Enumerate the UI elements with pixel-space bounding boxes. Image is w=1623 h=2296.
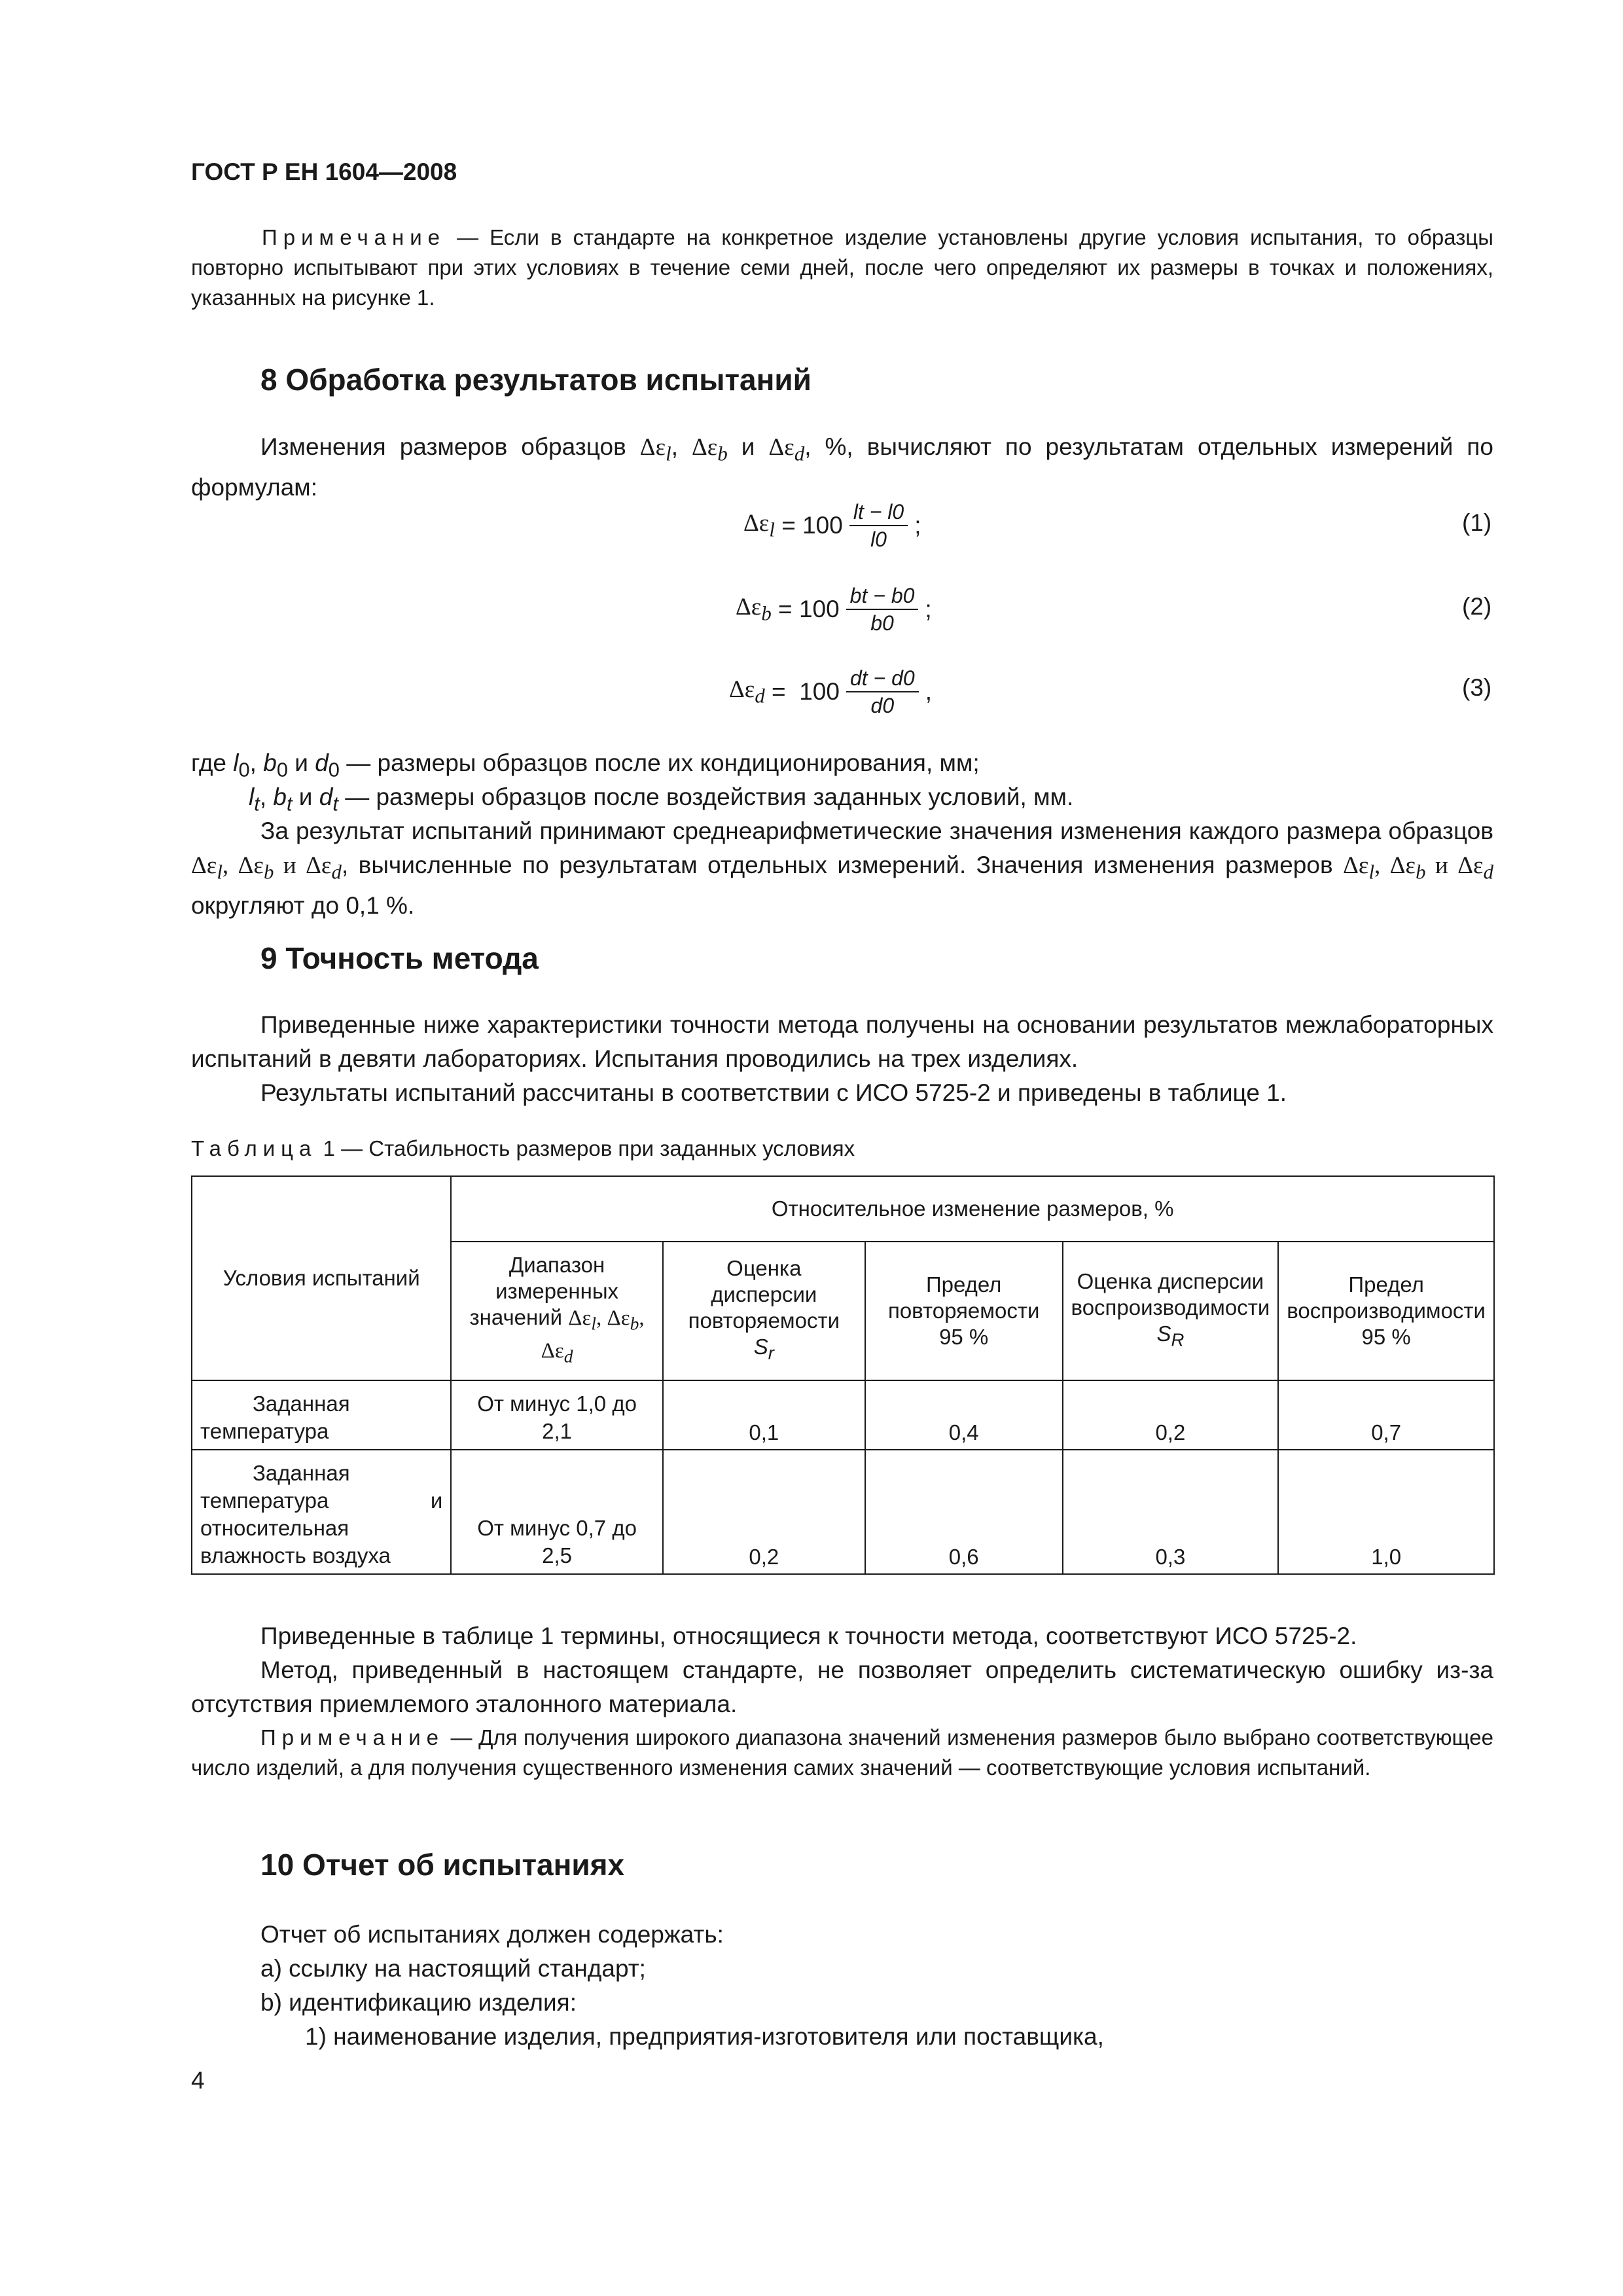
formula-2-denominator: b0	[870, 611, 894, 635]
header-sr-text: Оценка дисперсии повторяемости	[688, 1256, 840, 1333]
cell-sr: 0,1	[663, 1380, 865, 1450]
note-text: — Если в стандарте на конкретное изделие установлены другие условия испытания, то образцы повторно испытывают при этих условиях в течение семи дней, после чего определяют их размеры в точках и положениях, указанных на рисунке 1.	[191, 225, 1493, 310]
section-9-p2: Результаты испытаний рассчитаны в соответствии с ИСО 5725-2 и приведены в таблице 1.	[260, 1079, 1287, 1106]
where-line-1: где $l_0$, $b_0$ и $d_0$ — размеры образцов после их кондиционирования, мм;	[191, 749, 980, 781]
header-range: Диапазон измеренных значений $\Delta\varepsilon_l$, $\Delta\varepsilon_b$, $\Delta\varepsilon_d$	[451, 1242, 662, 1380]
result-text-b: , вычисленные по результатам отдельных измерений. Значения изменения размеров	[341, 852, 1344, 878]
cell-sR: 0,2	[1063, 1380, 1279, 1450]
section-10-title: 10 Отчет об испытаниях	[260, 1848, 625, 1882]
cell-range: От минус 1,0 до 2,1	[451, 1380, 662, 1450]
section-9-p1: Приведенные ниже характеристики точности метода получены на основании результатов межлабораторных испытаний в девяти лабораториях. Испытания проводились на трех изделиях.	[191, 1011, 1493, 1072]
page-number: 4	[191, 2067, 205, 2094]
formula-1-lhs: $\Delta\varepsilon_l$	[743, 510, 775, 541]
formula-1-coef: 100	[802, 512, 843, 539]
intro-text-end: , %, вычисляют по результатам отдельных измерений по формулам:	[191, 433, 1493, 501]
header-range-text: Диапазон измеренных значений	[469, 1253, 619, 1330]
delta-eps-l: $\Delta\varepsilon_l$	[639, 434, 671, 465]
formula-3: $\Delta\varepsilon_d$ = 100 $\frac{dt - d0}{d0}$ ,	[729, 666, 932, 717]
header-conditions: Условия испытаний	[192, 1176, 451, 1380]
formula-3-denominator: d0	[870, 694, 895, 717]
header-sr: Оценка дисперсии повторяемости $S_r$	[663, 1242, 865, 1380]
where-1-text: — размеры образцов после их кондиционирования, мм;	[346, 749, 980, 776]
formula-1-fraction	[849, 499, 908, 552]
section-8-intro: Изменения размеров образцов $\Delta\varepsilon_l$, $\Delta\varepsilon_b$ и $\Delta\varepsilon_d$, %, вычисляют по результатам отдельных измерений по формулам:	[191, 433, 1493, 501]
cell-sr: 0,2	[663, 1450, 865, 1574]
note-2	[191, 1723, 1493, 1783]
cell-R: 0,7	[1278, 1380, 1494, 1450]
table-caption	[191, 1136, 855, 1161]
note-1	[191, 223, 1493, 313]
note-label: Примечание	[262, 225, 446, 249]
table-caption-label: Таблица	[191, 1136, 317, 1160]
list-item-b: b) идентификацию изделия:	[260, 1989, 577, 2016]
cell-r: 0,6	[865, 1450, 1063, 1574]
document-header: ГОСТ Р ЕН 1604—2008	[191, 158, 457, 185]
note-2-text: — Для получения широкого диапазона значений изменения размеров было выбрано соответствующее число изделий, а для получения существенного изменения самих значений — соответствующие условия испытаний.	[191, 1725, 1493, 1780]
note-2-label: Примечание	[260, 1725, 445, 1749]
cell-sR: 0,3	[1063, 1450, 1279, 1574]
where-2-text: — размеры образцов после воздействия заданных условий, мм.	[345, 783, 1074, 810]
where-line-2: $l_t$, $b_t$ и $d_t$ — размеры образцов после воздействия заданных условий, мм.	[249, 783, 1074, 816]
formula-2-coef: 100	[798, 596, 840, 622]
cell-conditions: Заданная температура и относительная влажность воздуха	[192, 1450, 451, 1574]
list-item-b1: 1) наименование изделия, предприятия-изготовителя или поставщика,	[305, 2023, 1104, 2050]
section-10-p1: Отчет об испытаниях должен содержать:	[260, 1921, 724, 1948]
section-9-after-1: Приведенные в таблице 1 термины, относящиеся к точности метода, соответствуют ИСО 5725-2.	[260, 1623, 1357, 1649]
result-text-a: За результат испытаний принимают среднеарифметические значения изменения каждого размера образцов	[260, 817, 1493, 844]
formula-2-fraction	[846, 583, 919, 636]
header-sR-text: Оценка дисперсии воспроизводимости	[1071, 1269, 1270, 1320]
delta-eps-d: $\Delta\varepsilon_d$	[768, 434, 805, 465]
formula-3-lhs: $\Delta\varepsilon_d$	[729, 676, 765, 708]
formula-2-number: (2)	[1462, 593, 1492, 620]
formula-1: $\Delta\varepsilon_l$ = 100 $\frac{lt - l0}{l0}$ ;	[743, 500, 921, 551]
intro-text: Изменения размеров образцов	[260, 433, 640, 460]
section-9-title: 9 Точность метода	[260, 941, 539, 975]
header-r: Предел повторяемости 95 %	[865, 1242, 1063, 1380]
formula-3-numerator: dt − d0	[846, 665, 919, 692]
cell-R: 1,0	[1278, 1450, 1494, 1574]
formula-1-denominator: l0	[870, 528, 887, 551]
formula-1-numerator: lt − l0	[849, 499, 908, 526]
formula-2: $\Delta\varepsilon_b$ = 100 $\frac{bt - b0}{b0}$ ;	[736, 584, 932, 635]
section-8-title: 8 Обработка результатов испытаний	[260, 363, 812, 397]
formula-2-numerator: bt − b0	[846, 583, 919, 610]
table-row	[192, 1380, 1494, 1450]
table-row	[192, 1450, 1494, 1574]
table-dimensional-stability	[191, 1175, 1495, 1575]
list-item-a: a) ссылку на настоящий стандарт;	[260, 1955, 646, 1982]
delta-eps-b: $\Delta\varepsilon_b$	[692, 434, 728, 465]
formula-2-lhs: $\Delta\varepsilon_b$	[736, 594, 772, 625]
header-sR: Оценка дисперсии воспроизводимости $S_R$	[1063, 1242, 1279, 1380]
table-caption-text: 1 — Стабильность размеров при заданных условиях	[317, 1136, 855, 1160]
cell-conditions: Заданная температура	[192, 1380, 451, 1450]
cell-range: От минус 0,7 до 2,5	[451, 1450, 662, 1574]
section-9-after-2: Метод, приведенный в настоящем стандарте, не позволяет определить систематическую ошибку из-за отсутствия приемлемого эталонного материала.	[191, 1657, 1493, 1717]
header-R: Предел воспроизводимости 95 %	[1278, 1242, 1494, 1380]
header-relative-change: Относительное изменение размеров, %	[451, 1176, 1494, 1242]
formula-1-number: (1)	[1462, 509, 1492, 536]
result-text-c: округляют до 0,1 %.	[191, 892, 415, 920]
formula-3-coef: 100	[799, 678, 840, 705]
formula-3-number: (3)	[1462, 674, 1492, 701]
cell-r: 0,4	[865, 1380, 1063, 1450]
formula-3-fraction	[846, 665, 919, 719]
section-8-result: За результат испытаний принимают среднеарифметические значения изменения каждого размера образцов $\Delta\varepsilon_l$, $\Delta\varepsilon_b$ и $\Delta\varepsilon_d$, вычисленные по результатам отдельных измерений. Значения изменения размеров $\Delta\varepsilon_l$, $\Delta\varepsilon_b$ и $\Delta\varepsilon_d$ округляют до 0,1 %.	[191, 817, 1494, 920]
